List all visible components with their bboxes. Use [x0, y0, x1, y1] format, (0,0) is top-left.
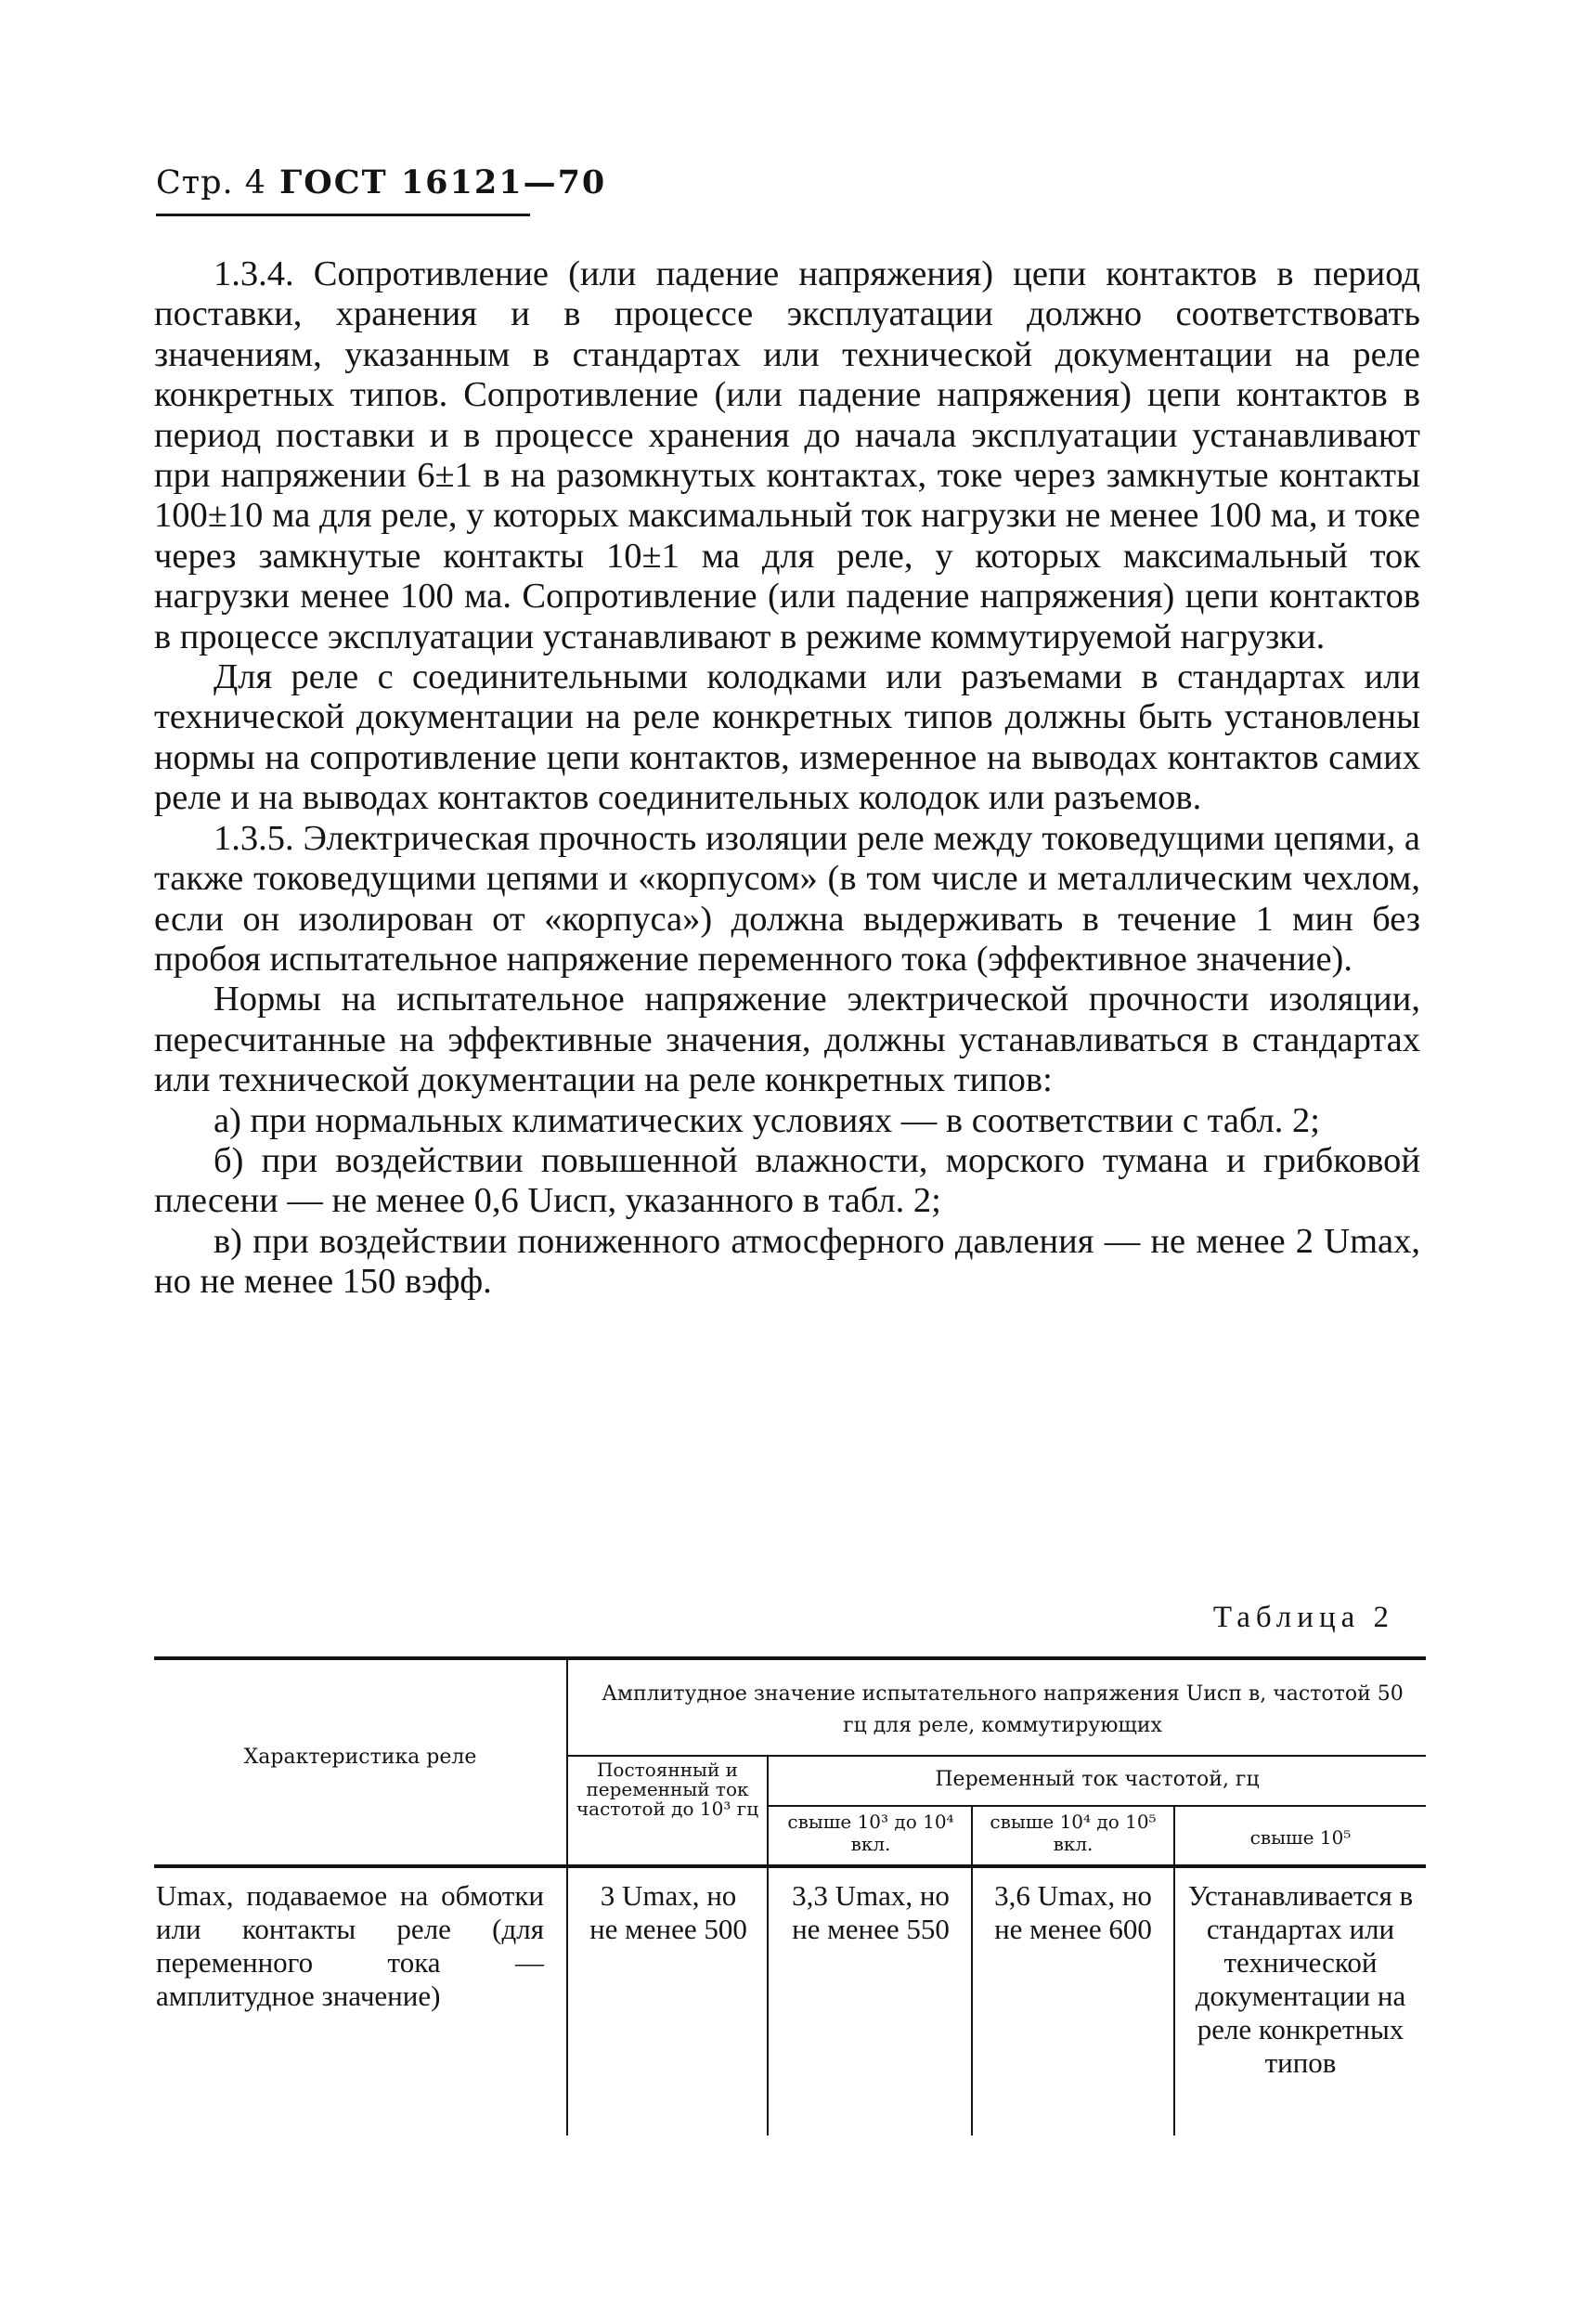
page-header — [156, 163, 606, 201]
column-divider-4 — [1173, 1805, 1175, 2136]
table-top-rule — [154, 1656, 1426, 1660]
column-header-dc: Постоянный и переменный ток частотой до 10³ гц — [576, 1759, 759, 1820]
list-item-b: б) при воздействии повышенной влажности, морского тумана и грибковой плесени — не менее 0,6 Uисп, указанного в табл. 2; — [154, 1140, 1420, 1221]
header-underline — [156, 214, 530, 216]
column-divider-2 — [767, 1755, 769, 2136]
table-cell-characteristic: Umax, подаваемое на обмотки или контакты реле (для переменного тока — амплитудное значение) — [156, 1879, 544, 2012]
column-divider-1 — [566, 1656, 568, 2136]
column-group-header: Амплитудное значение испытательного напряжения Uисп в, частотой 50 гц для реле, коммутирующих — [602, 1682, 1404, 1737]
paragraph-test-voltage-norms: Нормы на испытательное напряжение электрической прочности изоляции, пересчитанные на эффективные значения, должны устанавливаться в стандартах или технической документации на реле конкретных типов: — [154, 980, 1420, 1100]
paragraph-connectors: Для реле с соединительными колодками или разъемами в стандартах или технической документации на реле конкретных типов должны быть установлены нормы на сопротивление цепи контактов, измеренное на выводах контактов самих реле и на выводах контактов соединительных колодок или разъемов. — [154, 657, 1420, 818]
table-title: Таблица 2 — [1212, 1601, 1394, 1634]
table-cell-ac-2: 3,6 Umax, но не менее 600 — [994, 1879, 1152, 1945]
column-header-ac-2: свыше 10⁴ до 10⁵ вкл. — [990, 1811, 1157, 1855]
group-header-rule — [568, 1755, 1426, 1757]
table-cell-ac-1: 3,3 Umax, но не менее 550 — [792, 1879, 950, 1945]
paragraph-1-3-5: 1.3.5. Электрическая прочность изоляции реле между токоведущими цепями, а также токоведущими цепями и «корпусом» (в том числе и металлическим чехлом, если он изолирован от «корпуса») должна выдерживать в течение 1 мин без пробоя испытательное напряжение переменного тока (эффективное значение). — [154, 818, 1420, 979]
table-cell-ac-3: Устанавливается в стандартах или технической документации на реле конкретных типов — [1187, 1879, 1414, 2079]
table-cell-dc: 3 Umax, но не менее 500 — [589, 1879, 747, 1945]
column-header-characteristic: Характеристика реле — [243, 1746, 477, 1769]
list-item-v: в) при воздействии пониженного атмосферного давления — не менее 2 Umax, но не менее 150 вэфф. — [154, 1221, 1420, 1302]
column-divider-3 — [971, 1805, 973, 2136]
column-header-ac-1: свыше 10³ до 10⁴ вкл. — [787, 1811, 954, 1855]
page-number: Стр. 4 — [156, 164, 267, 201]
column-header-ac-3: свыше 10⁵ — [1249, 1826, 1352, 1849]
body-text — [154, 254, 1420, 1303]
paragraph-1-3-4: 1.3.4. Сопротивление (или падение напряжения) цепи контактов в период поставки, хранения и в процессе эксплуатации должно соответствовать значениям, указанным в стандартах или технической документации на реле конкретных типов. Сопротивление (или падение напряжения) цепи контактов в период поставки и в процессе хранения до начала эксплуатации устанавливают при напряжении 6±1 в на разомкнутых контактах, токе через замкнутые контакты 100±10 ма для реле, у которых максимальный ток нагрузки не менее 100 ма, и токе через замкнутые контакты 10±1 ма для реле, у которых максимальный ток нагрузки менее 100 ма. Сопротивление (или падение напряжения) цепи контактов в процессе эксплуатации устанавливают в режиме коммутируемой нагрузки. — [154, 254, 1420, 656]
column-subgroup-header: Переменный ток частотой, гц — [935, 1768, 1260, 1791]
subgroup-header-rule — [769, 1805, 1426, 1807]
list-item-a: а) при нормальных климатических условиях — в соответствии с табл. 2; — [214, 1100, 1320, 1140]
table-header-bottom-rule — [154, 1864, 1426, 1868]
standard-number: ГОСТ 16121—70 — [279, 163, 607, 201]
